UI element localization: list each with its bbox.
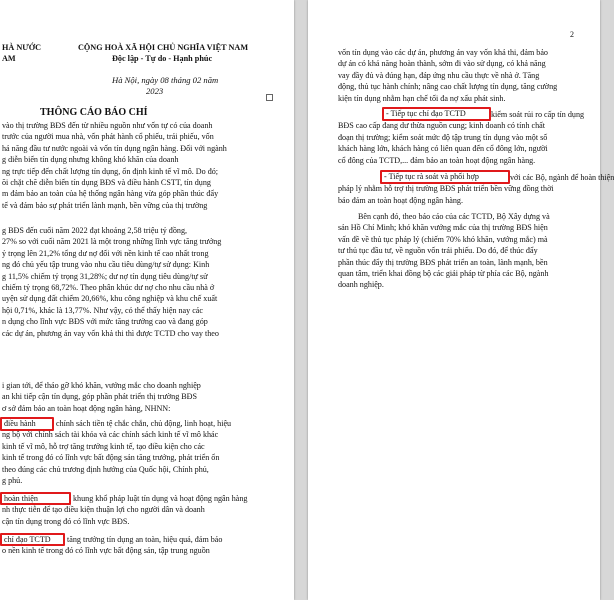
highlight-tiep-tuc-chi-dao-tctd[interactable]: - Tiếp tục chỉ đạo TCTD — [382, 107, 491, 121]
highlight-chi-dao-tctd[interactable]: chỉ đạo TCTD — [0, 533, 65, 546]
national-motto: Độc lập - Tự do - Hạnh phúc — [112, 54, 213, 63]
highlight-hoan-thien[interactable]: hoàn thiện — [0, 492, 71, 505]
press-release-title: THÔNG CÁO BÁO CHÍ — [40, 107, 148, 118]
paragraph-bottom: Bên cạnh đó, theo báo cáo của các TCTD, Bộ Xây dựng và sản Hồ Chí Minh; khó khăn vướng mắc của thị trường BĐS hiện vấn đề về thủ tục pháp lý (chiếm 70% khó khăn, vướng mắc) mà tư thủ tục đầu tư, về nguồn vốn trái phiếu. Do đó, để thúc đẩy phần thúc đẩy thị trường BĐS phát triển an toàn, lành mạnh, bền quan tâm, triển khai đồng bộ các giải pháp từ phía các Bộ, ngành doanh nghiệp. — [338, 212, 550, 290]
resize-handle-icon — [266, 94, 273, 101]
document-page-2 — [308, 0, 614, 600]
paragraph-3: i gian tới, để tháo gỡ khó khăn, vướng mắc cho doanh nghiệp an khi tiếp cận tín dụng, góp phần phát triển thị trường BĐS ơ sở đảm bảo an toàn hoạt động ngân hàng, NHNN: — [2, 381, 201, 413]
paragraph-2: g BĐS đến cuối năm 2022 đạt khoảng 2,58 triệu tỷ đồng, 27% so với cuối năm 2021 là một trong những lĩnh vực tăng trưởng ỷ trọng lên 21,2% tổng dư nợ đối với nền kinh tế cao nhất trong ng đó chủ yếu tập trung vào nhu cầu tiêu dùng/tự sử dụng: Kinh g 11,5% chiếm tỷ trọng 31,28%; dư nợ tín dụng tiêu dùng/tự sử chiếm tỷ trọng 68,72%. Theo phân khúc dư nợ cho nhu cầu nhà ở uyện sử dụng đất chiếm 20,66%, khu công nghiệp và khu chế xuất hội 0,71%, khác là 13,77%. Như vậy, có thể thấy hiện nay các n dụng cho lĩnh vực BĐS với mức tăng trưởng cao và đang góp các dự án, phương án vay vốn khả thi thì được TCTD cho vay theo — [2, 226, 222, 338]
paragraph-1: vào thị trường BĐS đến từ nhiều nguồn như vốn tự có của doanh trước của người mua nhà, vốn phát hành cổ phiếu, trái phiếu, vốn hả năng đầu tư nước ngoài và vốn tín dụng ngân hàng. Đối với ngành g diễn biến tín dụng nhưng không khó khăn của doanh ng trực tiếp đến chất lượng tín dụng, ổn định kinh tế vĩ mô. Do đó; õi chặt chẽ diễn biến tín dụng BĐS và điều hành CSTT, tín dụng m đảm bảo an toàn của hệ thống ngân hàng vừa góp phần thúc đẩy tế và đảm bảo sự phát triển lành mạnh, bền vững của thị trường — [2, 121, 227, 210]
page-number: 2 — [570, 30, 574, 39]
highlight-ra-soat-phoi-hop[interactable]: - Tiếp tục rà soát và phối hợp — [380, 170, 510, 184]
item-2-text: khung khổ pháp luật tín dụng và hoạt động ngân hàng nh thực tiễn để tạo điều kiện thuận lợi cho người dân và doanh cận tín dụng trong đó có lĩnh vực BĐS. — [2, 494, 248, 526]
item-1-text: chính sách tiền tệ chắc chắn, chủ động, linh hoạt, hiệu ng bộ với chính sách tài khóa và các chính sách kinh tế vĩ mô khác kinh tế vĩ mô, hỗ trợ tăng trưởng kinh tế, tạo điều kiện cho các kinh tế trong đó có lĩnh vực bất động sản tăng trưởng, phát triển ổn theo đúng các chủ trương định hướng của Quốc hội, Chính phủ, g phủ. — [2, 419, 232, 486]
item-3-text: tăng trưởng tín dụng an toàn, hiệu quả, đảm bảo o nền kinh tế trong đó có lĩnh vực bất động sản, tập trung nguồn — [2, 535, 223, 556]
item-5-text: với các Bộ, ngành để hoàn thiện pháp lý nhằm hỗ trợ thị trường BĐS phát triển bền vững đồng thời bảo đảm an toàn hoạt động ngân hàng. — [338, 173, 614, 205]
paragraph-top: vốn tín dụng vào các dự án, phương án vay vốn khả thi, đảm bảo dự án có khả năng hoàn thành, sớm đi vào sử dụng, có khả năng vay đầy đủ và đúng hạn, đáp ứng nhu cầu thực về nhà ở. Tăng động, thủ tục hành chính; nâng cao chất lượng tín dụng, tăng cường kiện tín dụng nhằm hạn chế tối đa nợ xấu phát sinh. — [338, 48, 558, 103]
item-4-text: kiểm soát rủi ro cấp tín dụng BĐS cao cấp đang dư thừa nguồn cung; kinh doanh có tính chất đoạn thị trường; kiểm soát mức độ tập trung tín dụng vào một số khách hàng lớn, khách hàng có liên quan đến cổ đông lớn, người cổ đông của TCTD,... đảm bảo an toàn hoạt động ngân hàng. — [338, 110, 585, 165]
highlight-dieu-hanh[interactable]: điều hành — [0, 417, 54, 431]
header-left-line-1: HÀ NƯỚC — [2, 43, 42, 52]
date-year: 2023 — [146, 86, 164, 96]
national-title: CỘNG HOÀ XÃ HỘI CHỦ NGHĨA VIỆT NAM — [78, 43, 249, 52]
header-left-line-2: AM — [2, 54, 16, 63]
date-line: Hà Nội, ngày 08 tháng 02 năm — [112, 75, 219, 85]
document-page-1 — [0, 0, 294, 600]
